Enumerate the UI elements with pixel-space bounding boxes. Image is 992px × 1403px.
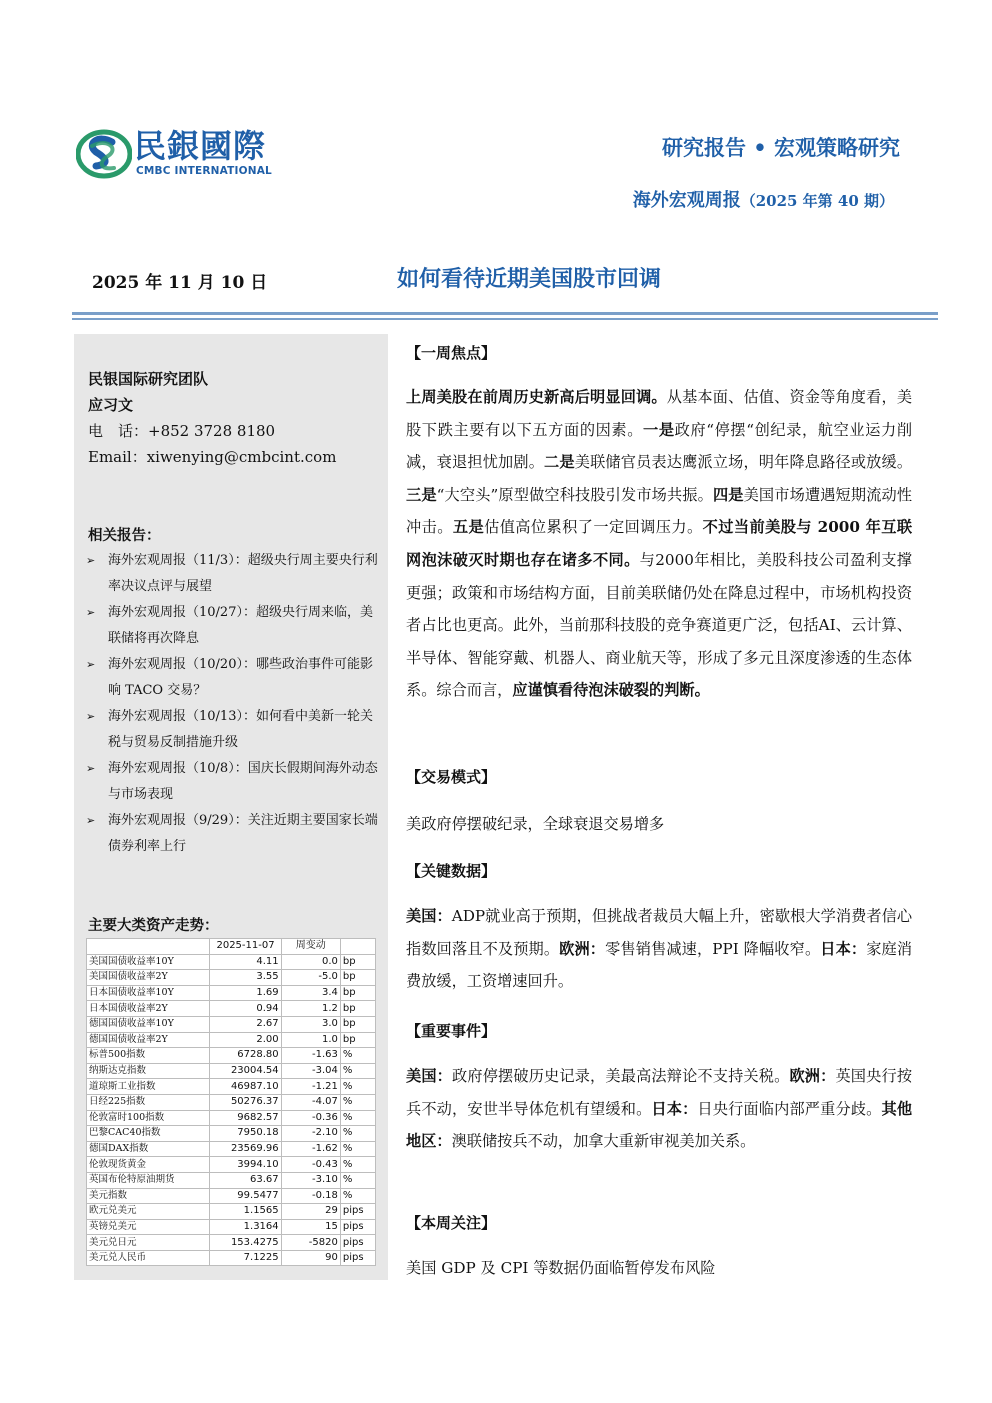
related-report-item[interactable]: [86, 548, 382, 600]
asset-name-cell: 巴黎CAC40指数: [87, 1126, 210, 1142]
asset-value-cell: 153.4275: [210, 1235, 281, 1251]
asset-table-row: [87, 1048, 376, 1064]
team-name: 民银国际研究团队: [88, 370, 209, 388]
asset-change-cell: -0.18: [281, 1188, 340, 1204]
asset-value-cell: 1.69: [210, 985, 281, 1001]
asset-table-row: [87, 1204, 376, 1220]
emphasis-text: 欧洲：: [789, 1067, 836, 1085]
related-report-item[interactable]: [86, 704, 382, 756]
header-rule-thick: [72, 312, 938, 315]
related-report-item[interactable]: [86, 808, 382, 860]
asset-table-row: [87, 1235, 376, 1251]
asset-table-row: [87, 1001, 376, 1017]
asset-name-cell: 德国国债收益率10Y: [87, 1016, 210, 1032]
emphasis-text: 三是: [406, 485, 437, 504]
asset-value-cell: 6728.80: [210, 1048, 281, 1064]
emphasis-text: 一是: [643, 420, 675, 439]
asset-value-cell: 3994.10: [210, 1157, 281, 1173]
logo-text-cn: 民銀國際: [134, 127, 267, 165]
asset-unit-cell: pips: [340, 1204, 375, 1220]
asset-name-cell: 日本国债收益率2Y: [87, 1001, 210, 1017]
asset-table-header-cell: [87, 939, 210, 955]
body-text: ADP就业高于预期，但挑战者裁员大幅上升，密歇根大学消费者信心指数回落且不及预期。: [406, 907, 913, 958]
asset-unit-cell: bp: [340, 970, 375, 986]
body-text: 估值高位累积了一定回调压力。: [484, 518, 703, 537]
related-report-text: 海外宏观周报（10/8）：国庆长假期间海外动态与市场表现: [108, 761, 378, 802]
watch-paragraph: 美国 GDP 及 CPI 等数据仍面临暂停发布风险: [406, 1259, 716, 1277]
body-text: 英国央行按兵不动，安世半导体危机有望缓和。: [406, 1067, 913, 1118]
asset-table-row: [87, 1172, 376, 1188]
body-text: 政府停摆破历史记录，美最高法辩论不支持关税。: [452, 1067, 790, 1085]
asset-value-cell: 63.67: [210, 1172, 281, 1188]
asset-change-cell: -0.36: [281, 1110, 340, 1126]
emphasis-text: 其他地区：: [406, 1099, 913, 1151]
related-reports-heading: 相关报告：: [88, 527, 161, 544]
emphasis-text: 上周美股在前周历史新高后明显回调。: [406, 388, 667, 406]
key-data-paragraph: [406, 900, 912, 998]
body-text: 政府“停摆“创纪录，航空业运力削减，衰退担忧加剧。: [406, 420, 913, 472]
asset-table-heading: 主要大类资产走势：: [88, 917, 219, 934]
asset-change-cell: -5820: [281, 1235, 340, 1251]
watch-heading: 【本周关注】: [406, 1214, 497, 1232]
arrow-bullet-icon: ➢: [86, 814, 96, 827]
asset-unit-cell: bp: [340, 954, 375, 970]
asset-value-cell: 50276.37: [210, 1094, 281, 1110]
author-phone: 电 话：+852 3728 8180: [88, 422, 276, 440]
report-date: 2025 年 11 月 10 日: [92, 273, 268, 293]
asset-value-cell: 23569.96: [210, 1141, 281, 1157]
asset-name-cell: 纳斯达克指数: [87, 1063, 210, 1079]
asset-value-cell: 99.5477: [210, 1188, 281, 1204]
body-text: “大空头”原型做空科技股引发市场共振。: [436, 485, 713, 504]
asset-unit-cell: bp: [340, 1032, 375, 1048]
asset-change-cell: 0.0: [281, 954, 340, 970]
asset-change-cell: -1.62: [281, 1141, 340, 1157]
series-name: 海外宏观周报: [632, 190, 741, 211]
asset-unit-cell: %: [340, 1094, 375, 1110]
related-report-text: 海外宏观周报（10/27）：超级央行周来临，美联储将再次降息: [108, 605, 373, 646]
arrow-bullet-icon: ➢: [86, 762, 96, 775]
key-data-heading: 【关键数据】: [406, 862, 497, 880]
emphasis-text: 欧洲：: [559, 939, 606, 958]
body-text: 日央行面临内部严重分歧。: [697, 1099, 882, 1118]
asset-name-cell: 欧元兑美元: [87, 1204, 210, 1220]
asset-table-header-row: [87, 939, 376, 955]
asset-value-cell: 7.1225: [210, 1250, 281, 1266]
asset-table-header-cell: [340, 939, 375, 955]
body-text: 与2000年相比，美股科技公司盈利支撑更强；政策和市场结构方面，目前美联储仍处在降息过程中，市场机构投资者占比也更高。此外，当前那科技股的竞争赛道更广泛，包括AI、云计算、半导体、智能穿戴、机器人、商业航天等，形成了多元且深度渗透的生态体系。综合而言，: [406, 550, 912, 700]
asset-table-row: [87, 1032, 376, 1048]
related-report-text: 海外宏观周报（9/29）：关注近期主要国家长端债券利率上行: [108, 813, 378, 854]
asset-value-cell: 0.94: [210, 1001, 281, 1017]
asset-unit-cell: pips: [340, 1219, 375, 1235]
asset-name-cell: 美元兑人民币: [87, 1250, 210, 1266]
asset-unit-cell: %: [340, 1079, 375, 1095]
asset-unit-cell: bp: [340, 1016, 375, 1032]
arrow-bullet-icon: ➢: [86, 658, 96, 671]
asset-table-row: [87, 1126, 376, 1142]
asset-table-row: [87, 985, 376, 1001]
emphasis-text: 美国：: [406, 907, 452, 925]
logo-mark-icon: [76, 128, 132, 180]
asset-table-row: [87, 1219, 376, 1235]
report-type: 研究报告 • 宏观策略研究: [661, 135, 900, 160]
body-text: 家庭消费放缓，工资增速回升。: [406, 939, 913, 991]
asset-unit-cell: bp: [340, 985, 375, 1001]
asset-unit-cell: %: [340, 1110, 375, 1126]
asset-name-cell: 美国国债收益率2Y: [87, 970, 210, 986]
company-logo: [76, 128, 296, 180]
asset-table: [86, 938, 376, 1266]
asset-unit-cell: %: [340, 1172, 375, 1188]
asset-value-cell: 3.55: [210, 970, 281, 986]
trade-paragraph: 美政府停摆破纪录，全球衰退交易增多: [406, 815, 665, 833]
asset-change-cell: -1.21: [281, 1079, 340, 1095]
asset-name-cell: 美元兑日元: [87, 1235, 210, 1251]
asset-name-cell: 伦敦现货黄金: [87, 1157, 210, 1173]
events-paragraph: [406, 1060, 912, 1158]
emphasis-text: 日本：: [651, 1099, 698, 1118]
asset-value-cell: 2.67: [210, 1016, 281, 1032]
asset-name-cell: 美元指数: [87, 1188, 210, 1204]
header-rule-thin: [72, 318, 938, 320]
page-title: 如何看待近期美国股市回调: [397, 266, 662, 292]
focus-paragraph: [406, 381, 912, 707]
asset-table-row: [87, 1250, 376, 1266]
asset-table-header-cell: 周变动: [281, 939, 340, 955]
asset-value-cell: 1.1565: [210, 1204, 281, 1220]
asset-table-row: [87, 970, 376, 986]
body-text: 澳联储按兵不动，加拿大重新审视美加关系。: [451, 1132, 756, 1151]
asset-table-row: [87, 1110, 376, 1126]
related-report-item[interactable]: [86, 756, 382, 808]
emphasis-text: 应谨慎看待泡沫破裂的判断。: [512, 681, 710, 700]
arrow-bullet-icon: ➢: [86, 606, 96, 619]
arrow-bullet-icon: ➢: [86, 710, 96, 723]
asset-change-cell: -1.63: [281, 1048, 340, 1064]
asset-name-cell: 道琼斯工业指数: [87, 1079, 210, 1095]
focus-heading: 【一周焦点】: [406, 344, 497, 362]
asset-change-cell: -3.04: [281, 1063, 340, 1079]
asset-value-cell: 46987.10: [210, 1079, 281, 1095]
asset-name-cell: 日经225指数: [87, 1094, 210, 1110]
asset-name-cell: 英镑兑美元: [87, 1219, 210, 1235]
emphasis-text: 日本：: [820, 939, 867, 958]
related-report-text: 海外宏观周报（10/20）：哪些政治事件可能影响 TACO 交易？: [108, 657, 373, 698]
asset-table-row: [87, 1141, 376, 1157]
asset-table-row: [87, 954, 376, 970]
emphasis-text: 四是: [712, 485, 744, 504]
asset-change-cell: 3.4: [281, 985, 340, 1001]
asset-change-cell: 1.0: [281, 1032, 340, 1048]
trade-heading: 【交易模式】: [406, 768, 497, 786]
asset-value-cell: 7950.18: [210, 1126, 281, 1142]
asset-table-row: [87, 1094, 376, 1110]
sidebar: [74, 334, 388, 1280]
events-heading: 【重要事件】: [406, 1022, 497, 1040]
emphasis-text: 五是: [452, 518, 485, 537]
logo-text-en: CMBC INTERNATIONAL: [136, 165, 272, 177]
asset-change-cell: -3.10: [281, 1172, 340, 1188]
emphasis-text: 不过当前美股与 2000 年互联网泡沫破灭时期也存在诸多不同。: [406, 518, 913, 569]
issue-number: （2025 年第 40 期）: [740, 192, 894, 210]
asset-table-row: [87, 1063, 376, 1079]
asset-unit-cell: %: [340, 1157, 375, 1173]
asset-change-cell: -4.07: [281, 1094, 340, 1110]
asset-unit-cell: %: [340, 1063, 375, 1079]
asset-change-cell: 1.2: [281, 1001, 340, 1017]
asset-name-cell: 英国布伦特原油期货: [87, 1172, 210, 1188]
asset-change-cell: 3.0: [281, 1016, 340, 1032]
related-report-item[interactable]: [86, 652, 382, 704]
asset-unit-cell: %: [340, 1188, 375, 1204]
asset-value-cell: 4.11: [210, 954, 281, 970]
body-text: 美联储官员表达鹰派立场，明年降息路径或放缓。: [574, 453, 913, 472]
asset-change-cell: 90: [281, 1250, 340, 1266]
asset-change-cell: 29: [281, 1204, 340, 1220]
asset-name-cell: 伦敦富时100指数: [87, 1110, 210, 1126]
author-email[interactable]: Email：xiwenying@cmbcint.com: [88, 448, 337, 466]
body-text: 零售销售减速，PPI 降幅收窄。: [605, 939, 821, 958]
asset-table-row: [87, 1157, 376, 1173]
asset-table-row: [87, 1188, 376, 1204]
arrow-bullet-icon: ➢: [86, 554, 96, 567]
asset-value-cell: 9682.57: [210, 1110, 281, 1126]
asset-unit-cell: %: [340, 1141, 375, 1157]
asset-name-cell: 标普500指数: [87, 1048, 210, 1064]
asset-name-cell: 日本国债收益率10Y: [87, 985, 210, 1001]
emphasis-text: 二是: [544, 453, 575, 472]
asset-unit-cell: pips: [340, 1250, 375, 1266]
asset-name-cell: 德国国债收益率2Y: [87, 1032, 210, 1048]
asset-change-cell: -0.43: [281, 1157, 340, 1173]
asset-value-cell: 1.3164: [210, 1219, 281, 1235]
asset-table-header-cell: 2025-11-07: [210, 939, 281, 955]
asset-unit-cell: %: [340, 1126, 375, 1142]
asset-unit-cell: pips: [340, 1235, 375, 1251]
related-reports-list: [86, 548, 382, 860]
asset-name-cell: 德国DAX指数: [87, 1141, 210, 1157]
asset-value-cell: 2.00: [210, 1032, 281, 1048]
related-report-item[interactable]: [86, 600, 382, 652]
asset-name-cell: 美国国债收益率10Y: [87, 954, 210, 970]
body-text: 从基本面、估值、资金等角度看，美股下跌主要有以下五方面的因素。: [406, 388, 913, 439]
body-text: 美国市场遭遇短期流动性冲击。: [406, 485, 913, 537]
asset-change-cell: 15: [281, 1219, 340, 1235]
asset-table-row: [87, 1016, 376, 1032]
report-series: [633, 186, 894, 212]
related-report-text: 海外宏观周报（11/3）：超级央行周主要央行利率决议点评与展望: [108, 553, 378, 594]
asset-value-cell: 23004.54: [210, 1063, 281, 1079]
emphasis-text: 美国：: [406, 1067, 453, 1085]
related-report-text: 海外宏观周报（10/13）：如何看中美新一轮关税与贸易反制措施升级: [108, 709, 373, 750]
asset-unit-cell: bp: [340, 1001, 375, 1017]
asset-change-cell: -2.10: [281, 1126, 340, 1142]
asset-change-cell: -5.0: [281, 970, 340, 986]
asset-unit-cell: %: [340, 1048, 375, 1064]
author-name: 应习文: [88, 396, 134, 414]
asset-table-row: [87, 1079, 376, 1095]
